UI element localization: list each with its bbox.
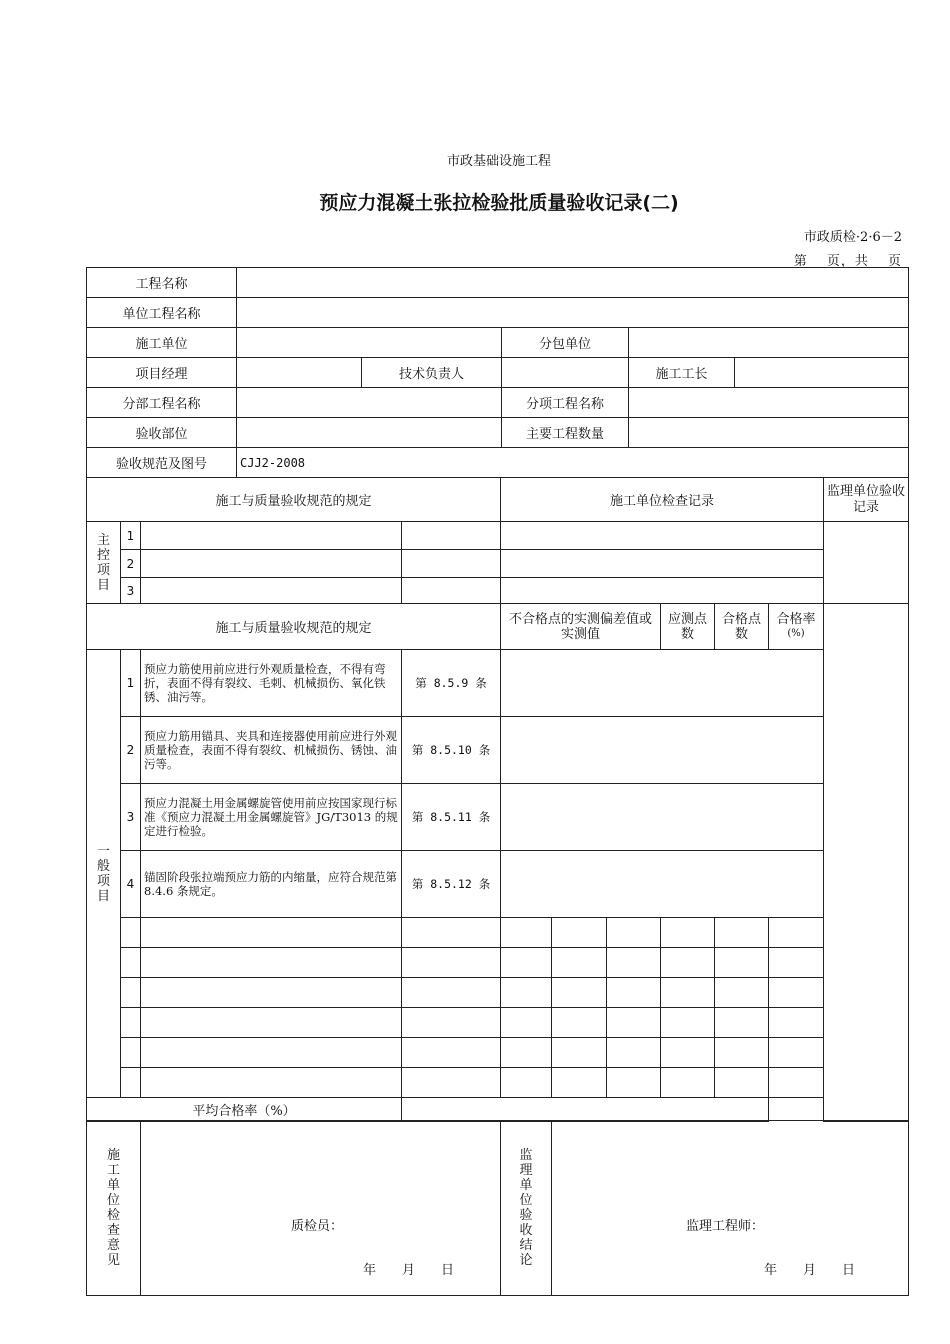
empty-no[interactable]	[121, 1068, 141, 1098]
general-pass-points-header: 合格点数	[715, 604, 769, 650]
empty-cell[interactable]	[607, 1038, 661, 1068]
empty-cell[interactable]	[607, 978, 661, 1008]
signature-table	[86, 1120, 909, 1296]
empty-cell[interactable]	[715, 1038, 769, 1068]
date-right: 年 月 日	[764, 1263, 856, 1278]
main-row-clause[interactable]	[402, 578, 501, 604]
info-table	[86, 267, 909, 478]
general-item-clause: 第 8.5.10 条	[402, 717, 501, 784]
main-row-record[interactable]	[501, 578, 824, 604]
general-section-text: 一 般 项 目	[96, 843, 110, 904]
subcontract-unit-label: 分包单位	[502, 328, 629, 358]
empty-cell[interactable]	[661, 1038, 715, 1068]
empty-cell[interactable]	[661, 948, 715, 978]
tech-lead-label: 技术负责人	[362, 358, 502, 388]
avg-rate-label: 平均合格率（%）	[87, 1098, 402, 1122]
construction-opinion-box[interactable]	[141, 1121, 501, 1296]
tech-lead-value[interactable]	[502, 358, 629, 388]
empty-cell[interactable]	[661, 1068, 715, 1098]
empty-no[interactable]	[121, 948, 141, 978]
inspector-label: 质检员：	[291, 1219, 344, 1234]
empty-spec[interactable]	[141, 1008, 402, 1038]
main-row-clause[interactable]	[402, 550, 501, 578]
empty-cell[interactable]	[552, 1068, 607, 1098]
empty-spec[interactable]	[141, 1068, 402, 1098]
division-name-value[interactable]	[237, 388, 502, 418]
empty-cell[interactable]	[552, 978, 607, 1008]
general-item-clause: 第 8.5.12 条	[402, 851, 501, 918]
empty-cell[interactable]	[607, 948, 661, 978]
empty-cell[interactable]	[715, 948, 769, 978]
project-manager-value[interactable]	[237, 358, 362, 388]
empty-cell[interactable]	[552, 1038, 607, 1068]
empty-cell[interactable]	[501, 1038, 552, 1068]
empty-cell[interactable]	[769, 948, 824, 978]
general-item-record[interactable]	[501, 851, 824, 918]
empty-clause[interactable]	[402, 1068, 501, 1098]
subitem-name-value[interactable]	[629, 388, 909, 418]
main-row-record[interactable]	[501, 550, 824, 578]
empty-no[interactable]	[121, 918, 141, 948]
page-info: 第 页，共 页	[793, 254, 902, 269]
empty-cell[interactable]	[607, 1008, 661, 1038]
main-row-number: 2	[121, 550, 141, 578]
main-row-spec[interactable]	[141, 522, 402, 550]
main-quantity-value[interactable]	[629, 418, 909, 448]
empty-cell[interactable]	[769, 1068, 824, 1098]
empty-no[interactable]	[121, 978, 141, 1008]
empty-cell[interactable]	[661, 1008, 715, 1038]
main-section-text: 主 控 项 目	[96, 532, 110, 593]
general-item-text: 预应力混凝土用金属螺旋管使用前应按国家现行标准《预应力混凝土用金属螺旋管》JG/T3013 的规定进行检验。	[141, 784, 402, 851]
general-item-clause: 第 8.5.9 条	[402, 650, 501, 717]
empty-cell[interactable]	[769, 1038, 824, 1068]
subitem-name-label: 分项工程名称	[502, 388, 629, 418]
empty-cell[interactable]	[661, 978, 715, 1008]
empty-spec[interactable]	[141, 978, 402, 1008]
general-rate-label: 合格率	[776, 611, 816, 627]
main-supervisor-header: 监理单位验收记录	[824, 478, 909, 522]
empty-cell[interactable]	[661, 918, 715, 948]
general-rate-unit: (%)	[787, 627, 805, 639]
general-spec-header: 施工与质量验收规范的规定	[87, 604, 501, 650]
general-points-header: 应测点数	[661, 604, 715, 650]
empty-cell[interactable]	[769, 918, 824, 948]
empty-no[interactable]	[121, 1038, 141, 1068]
empty-clause[interactable]	[402, 918, 501, 948]
unit-project-label: 单位工程名称	[87, 298, 237, 328]
empty-clause[interactable]	[402, 948, 501, 978]
empty-spec[interactable]	[141, 918, 402, 948]
general-section-label	[87, 650, 121, 1098]
general-item-clause: 第 8.5.11 条	[402, 784, 501, 851]
foreman-label: 施工工长	[629, 358, 735, 388]
general-deviation-header: 不合格点的实测偏差值或实测值	[501, 604, 661, 650]
supervisor-conclusion-box[interactable]	[552, 1121, 909, 1296]
general-item-text: 锚固阶段张拉端预应力筋的内缩量，应符合规范第 8.4.6 条规定。	[141, 851, 402, 918]
form-subtitle: 市政基础设施工程	[446, 154, 551, 169]
supervisor-conclusion-label	[501, 1121, 552, 1296]
empty-cell[interactable]	[501, 1008, 552, 1038]
supervisor-engineer-label: 监理工程师：	[686, 1219, 765, 1234]
supervisor-conclusion-text: 监 理 单 位 验 收 结 论	[519, 1148, 533, 1268]
general-item-record[interactable]	[501, 717, 824, 784]
general-rate-header	[769, 604, 824, 650]
empty-cell[interactable]	[715, 918, 769, 948]
general-item-number: 1	[121, 650, 141, 717]
empty-cell[interactable]	[501, 1068, 552, 1098]
general-item-number: 3	[121, 784, 141, 851]
construction-opinion-label	[87, 1121, 141, 1296]
construction-opinion-text: 施 工 单 位 检 查 意 见	[106, 1148, 120, 1268]
general-item-number: 2	[121, 717, 141, 784]
empty-spec[interactable]	[141, 948, 402, 978]
general-item-text: 预应力筋使用前应进行外观质量检查，不得有弯折，表面不得有裂纹、毛刺、机械损伤、氧化铁锈、油污等。	[141, 650, 402, 717]
project-name-label: 工程名称	[87, 268, 237, 298]
empty-cell[interactable]	[552, 948, 607, 978]
empty-cell[interactable]	[715, 1068, 769, 1098]
accept-part-label: 验收部位	[87, 418, 237, 448]
empty-cell[interactable]	[607, 918, 661, 948]
construction-unit-label: 施工单位	[87, 328, 237, 358]
empty-clause[interactable]	[402, 1008, 501, 1038]
empty-cell[interactable]	[501, 978, 552, 1008]
empty-cell[interactable]	[607, 1068, 661, 1098]
project-manager-label: 项目经理	[87, 358, 237, 388]
main-check-header: 施工单位检查记录	[501, 478, 824, 522]
construction-unit-value[interactable]	[237, 328, 502, 358]
main-spec-header: 施工与质量验收规范的规定	[87, 478, 501, 522]
general-item-number: 4	[121, 851, 141, 918]
general-supervisor-record[interactable]	[824, 604, 909, 1122]
subcontract-unit-value[interactable]	[629, 328, 909, 358]
items-table	[86, 477, 909, 1122]
empty-clause[interactable]	[402, 978, 501, 1008]
main-quantity-label: 主要工程数量	[502, 418, 629, 448]
avg-rate-value[interactable]	[402, 1098, 769, 1122]
empty-clause[interactable]	[402, 1038, 501, 1068]
empty-cell[interactable]	[715, 1008, 769, 1038]
empty-cell[interactable]	[715, 978, 769, 1008]
main-row-number: 3	[121, 578, 141, 604]
empty-cell[interactable]	[501, 918, 552, 948]
foreman-value[interactable]	[735, 358, 909, 388]
form-title: 预应力混凝土张拉检验批质量验收记录(二)	[319, 192, 679, 214]
main-row-spec[interactable]	[141, 578, 402, 604]
standard-label: 验收规范及图号	[87, 448, 237, 478]
main-row-spec[interactable]	[141, 550, 402, 578]
main-row-record[interactable]	[501, 522, 824, 550]
empty-cell[interactable]	[552, 1008, 607, 1038]
empty-no[interactable]	[121, 1008, 141, 1038]
date-left: 年 月 日	[363, 1263, 455, 1278]
general-item-record[interactable]	[501, 650, 824, 717]
empty-cell[interactable]	[769, 1008, 824, 1038]
empty-cell[interactable]	[552, 918, 607, 948]
main-supervisor-record[interactable]	[824, 522, 909, 604]
general-item-record[interactable]	[501, 784, 824, 851]
division-name-label: 分部工程名称	[87, 388, 237, 418]
unit-project-value[interactable]	[237, 298, 909, 328]
project-name-value[interactable]	[237, 268, 909, 298]
form-number: 市政质检·2·6－2	[803, 230, 902, 245]
standard-value[interactable]: CJJ2-2008	[237, 448, 909, 478]
empty-cell[interactable]	[501, 948, 552, 978]
general-item-text: 预应力筋用锚具、夹具和连接器使用前应进行外观质量检查，表面不得有裂纹、机械损伤、锈蚀、油污等。	[141, 717, 402, 784]
main-row-number: 1	[121, 522, 141, 550]
accept-part-value[interactable]	[237, 418, 502, 448]
main-section-label	[87, 522, 121, 604]
main-row-clause[interactable]	[402, 522, 501, 550]
empty-cell[interactable]	[769, 978, 824, 1008]
empty-spec[interactable]	[141, 1038, 402, 1068]
